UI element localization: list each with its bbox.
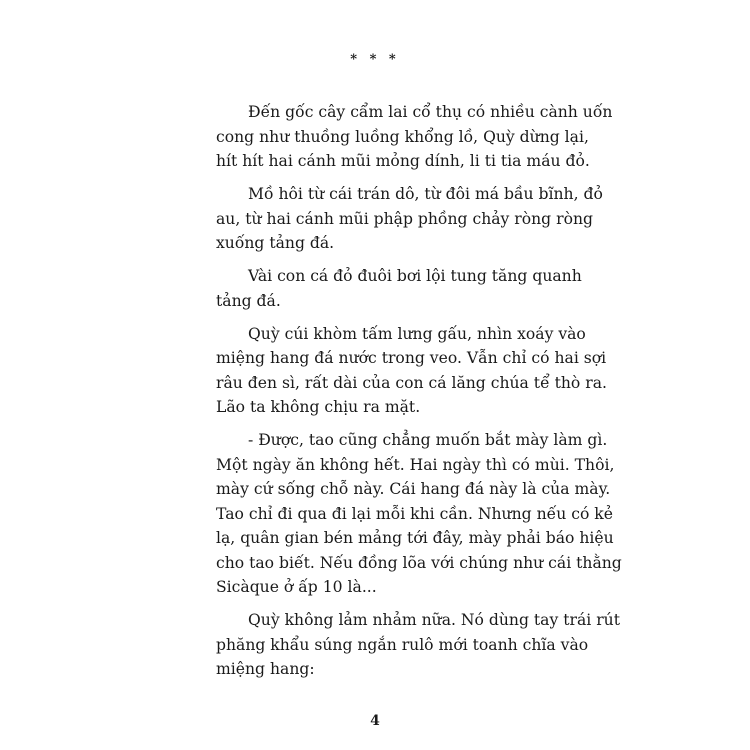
text-line: hít hít hai cánh mũi mỏng dính, li ti tia máu đỏ. (216, 152, 590, 170)
body-text (216, 100, 622, 690)
text-line: Mồ hôi từ cái trán dô, từ đôi má bầu bĩnh, đỏ (248, 185, 603, 203)
text-line: lạ, quân gian bén mảng tới đây, mày phải báo hiệu (216, 529, 614, 547)
text-line: cong như thuồng luồng khổng lồ, Quỳ dừng lại, (216, 127, 589, 146)
text-line: - Được, tao cũng chẳng muốn bắt mày làm gì. (248, 431, 608, 449)
text-line: cho tao biết. Nếu đồng lõa với chúng như cái thằng (216, 553, 622, 572)
text-line: Lão ta không chịu ra mặt. (216, 398, 421, 416)
paragraph (216, 322, 607, 420)
paragraph (216, 182, 603, 256)
page-number: 4 (370, 713, 380, 729)
text-line: Sicàque ở ấp 10 là... (216, 578, 377, 596)
text-line: râu đen sì, rất dài của con cá lăng chúa tể thò ra. (216, 373, 607, 392)
section-separator: * * * (350, 52, 400, 67)
text-line: Một ngày ăn không hết. Hai ngày thì có mùi. Thôi, (216, 455, 615, 474)
paragraph (216, 100, 613, 174)
text-line: au, từ hai cánh mũi phập phồng chảy ròng ròng (216, 209, 593, 228)
text-line: tảng đá. (216, 291, 281, 310)
text-line: miệng hang đá nước trong veo. Vẫn chỉ có hai sợi (216, 349, 607, 367)
paragraph (216, 264, 582, 313)
text-line: Tao chỉ đi qua đi lại mỗi khi cần. Nhưng nếu có kẻ (216, 504, 613, 523)
text-line: phăng khẩu súng ngắn rulô mới toanh chĩa vào (216, 635, 589, 654)
text-line: mày cứ sống chỗ này. Cái hang đá này là của mày. (216, 480, 611, 498)
text-line: Đến gốc cây cẩm lai cổ thụ có nhiều cành uốn (248, 103, 613, 121)
text-line: Vài con cá đỏ đuôi bơi lội tung tăng quanh (248, 267, 582, 285)
text-line: miệng hang: (216, 660, 315, 678)
paragraph (216, 608, 620, 682)
text-line: Quỳ không lảm nhảm nữa. Nó dùng tay trái rút (248, 611, 620, 629)
text-line: xuống tảng đá. (216, 234, 335, 252)
paragraph (216, 428, 622, 600)
text-line: Quỳ cúi khòm tấm lưng gấu, nhìn xoáy vào (248, 324, 586, 343)
